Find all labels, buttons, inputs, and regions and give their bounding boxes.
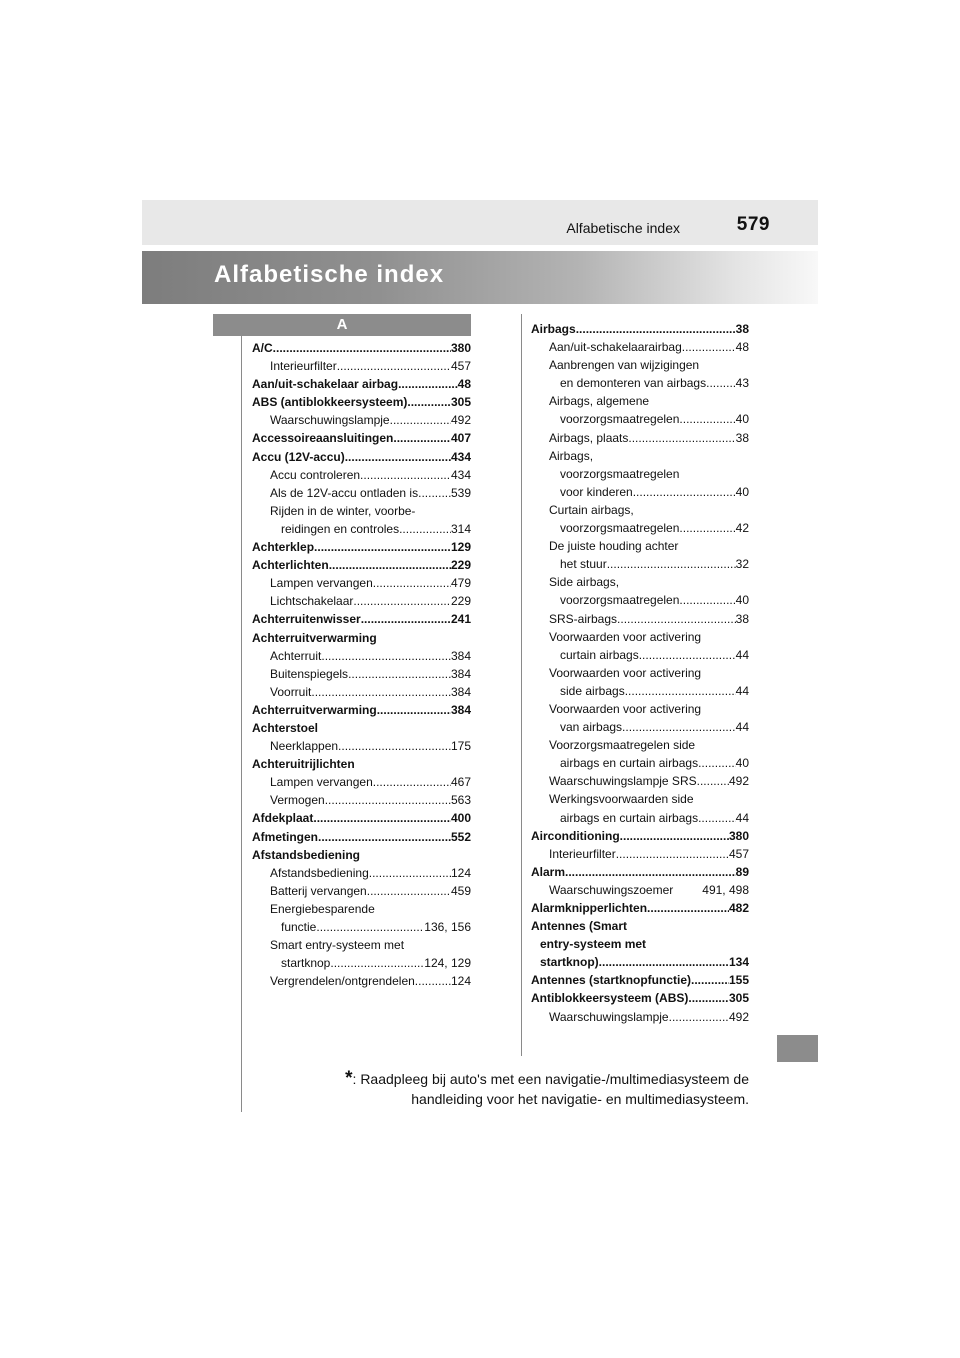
index-page-ref: 539 [450, 485, 471, 500]
index-page-ref: 40 [735, 756, 749, 771]
index-entry-text: Als de 12V-accu ontladen is [270, 485, 419, 500]
footnote-text-1: : Raadpleeg bij auto's met een navigatie-/multimediasysteem de [352, 1071, 749, 1087]
dot-leader [325, 791, 451, 809]
index-entry [531, 555, 749, 573]
index-entry-text: Achteruitrijlichten [252, 757, 355, 772]
dot-leader [348, 665, 451, 683]
page-title: Alfabetische index [214, 261, 445, 288]
dot-leader [314, 538, 451, 556]
index-entry-text: Accessoireaansluitingen [252, 431, 394, 446]
index-entry-text: Curtain airbags, [549, 502, 634, 517]
dot-leader [373, 574, 451, 592]
index-page-ref: 124 [450, 974, 471, 989]
title-band [142, 251, 818, 304]
dot-leader [697, 772, 729, 790]
index-entry [531, 899, 749, 917]
index-entry [531, 320, 749, 338]
index-page-ref: 124, 129 [424, 956, 471, 971]
index-entry [252, 918, 471, 936]
footnote [307, 1069, 749, 1109]
dot-leader [345, 448, 451, 466]
index-page-ref: 44 [735, 720, 749, 735]
dot-leader [669, 1008, 729, 1026]
index-entry [252, 448, 471, 466]
index-entry-text: Lampen vervangen [270, 576, 373, 591]
index-entry [252, 719, 471, 737]
index-entry-text: Lampen vervangen [270, 775, 373, 790]
dot-leader [679, 591, 735, 609]
index-page-ref: 32 [735, 557, 749, 572]
index-entry-text: Neerklappen [270, 739, 339, 754]
dot-leader [706, 374, 736, 392]
index-entry [531, 356, 749, 374]
index-entry-text: Achterruitenwisser [252, 612, 361, 627]
index-entry [531, 971, 749, 989]
index-page-ref: 43 [735, 376, 749, 391]
index-entry [531, 483, 749, 501]
dot-leader [321, 647, 451, 665]
dot-leader [565, 863, 736, 881]
dot-leader [338, 737, 451, 755]
index-entry-text: Afstandsbediening [270, 865, 369, 880]
dot-leader [353, 592, 451, 610]
index-entry-text: Voorwaarden voor activering [549, 665, 702, 680]
index-entry [531, 501, 749, 519]
index-entry-text: voorzorgsmaatregelen [560, 521, 680, 536]
index-entry [252, 737, 471, 755]
dot-leader [369, 864, 451, 882]
dot-leader [330, 954, 424, 972]
index-page-ref: 482 [728, 901, 749, 915]
footnote-marker: * [345, 1068, 353, 1089]
dot-leader [698, 754, 736, 772]
index-page-ref: 175 [450, 739, 471, 754]
dot-leader [647, 899, 729, 917]
index-page-ref: 40 [735, 412, 749, 427]
index-entry [252, 466, 471, 484]
index-entry [252, 574, 471, 592]
index-entry [252, 900, 471, 918]
section-name: Alfabetische index [566, 220, 680, 236]
page-header [142, 200, 818, 245]
index-entry [531, 664, 749, 682]
index-page-ref: 384 [450, 684, 471, 699]
index-page-ref: 491, 498 [702, 882, 749, 897]
index-entry [252, 411, 471, 429]
index-entry [252, 773, 471, 791]
index-entry-text: Batterij vervangen [270, 883, 367, 898]
dot-leader [415, 972, 451, 990]
index-entry [531, 736, 749, 754]
index-entry-text: Afmetingen [252, 829, 318, 844]
index-entry [531, 338, 749, 356]
index-page-ref: 467 [450, 775, 471, 790]
index-entry [531, 537, 749, 555]
index-entry-text: Achterlichten [252, 558, 329, 573]
column-divider-line [521, 314, 522, 1056]
dot-leader [367, 882, 451, 900]
index-entry-text: Achterruitverwarming [252, 630, 377, 645]
index-entry [252, 972, 471, 990]
index-page-ref: 400 [450, 811, 471, 826]
index-page-ref: 459 [450, 883, 471, 898]
index-entry [531, 863, 749, 881]
index-entry [252, 592, 471, 610]
dot-leader [393, 429, 451, 447]
index-entry-text: Accu (12V-accu) [252, 449, 345, 464]
thumb-index-tab [777, 1035, 818, 1062]
index-entry [252, 809, 471, 827]
index-entry-text: Achterruit [270, 648, 322, 663]
index-entry [252, 556, 471, 574]
index-entry-text: Aan/uit-schakelaar airbag [252, 377, 399, 392]
index-entry [252, 429, 471, 447]
dot-leader [607, 555, 736, 573]
index-entry [252, 339, 471, 357]
index-page-ref: 229 [450, 558, 471, 573]
dot-leader [625, 682, 736, 700]
index-entry [531, 465, 749, 483]
index-entry-text: Antennes (startknopfunctie) [531, 973, 692, 988]
index-entry [531, 917, 749, 935]
index-entry-text: Lichtschakelaar [270, 594, 354, 609]
index-page-ref: 129 [450, 540, 471, 555]
index-entry [252, 647, 471, 665]
dot-leader [313, 809, 451, 827]
index-entry-text: Airbags, [549, 448, 594, 463]
index-page-ref: 124 [450, 865, 471, 880]
index-entry-text: voorzorgsmaatregelen [560, 412, 680, 427]
index-entry-text: Voorzorgsmaatregelen side [549, 738, 696, 753]
index-entry-text: van airbags [560, 720, 623, 735]
dot-leader [390, 411, 451, 429]
index-page-ref: 479 [450, 576, 471, 591]
index-entry-text: Side airbags, [549, 575, 620, 590]
index-entry [531, 374, 749, 392]
index-page-ref: 380 [728, 828, 749, 843]
dot-leader [688, 989, 729, 1007]
dot-leader [691, 971, 729, 989]
index-page-ref: 384 [450, 648, 471, 663]
index-entry [531, 718, 749, 736]
index-entry-text: Voorwaarden voor activering [549, 701, 702, 716]
index-entry-text: startknop [281, 956, 331, 971]
index-page-ref: 44 [735, 810, 749, 825]
index-entry [531, 845, 749, 863]
index-page-ref: 40 [735, 484, 749, 499]
dot-leader [361, 610, 451, 628]
dot-leader [318, 828, 451, 846]
index-page-ref: 40 [735, 593, 749, 608]
index-entry [531, 392, 749, 410]
index-page-ref: 314 [450, 521, 471, 536]
index-page-ref: 552 [450, 829, 471, 844]
index-entry-text: Antennes (Smart [531, 919, 628, 934]
index-entry [252, 357, 471, 375]
dot-leader [616, 845, 729, 863]
index-entry [252, 755, 471, 773]
index-entry [252, 502, 471, 520]
index-entry-text: Voorwaarden voor activering [549, 629, 702, 644]
index-entry-text: Interieurfilter [270, 359, 337, 374]
dot-leader [633, 483, 736, 501]
index-entry-text: Antiblokkeersysteem (ABS) [531, 991, 689, 1006]
index-entry-text: De juiste houding achter [549, 539, 679, 554]
index-entry-text: SRS-airbags [549, 611, 618, 626]
index-entry [531, 790, 749, 808]
index-column-right [531, 320, 749, 1026]
index-entry-text: Rijden in de winter, voorbe- [270, 503, 416, 518]
index-entry-text: startknop) [540, 955, 599, 970]
index-entry-text: Alarm [531, 864, 566, 879]
dot-leader [311, 683, 451, 701]
index-entry-text: Waarschuwingslampje SRS [549, 774, 697, 789]
page-number: 579 [736, 214, 770, 235]
index-entry-text: voorzorgsmaatregelen [560, 593, 680, 608]
index-entry [531, 447, 749, 465]
index-entry-text: Energiebesparende [270, 901, 375, 916]
dot-leader [360, 466, 451, 484]
index-page-ref: 38 [735, 430, 749, 445]
index-page-ref: 229 [450, 594, 471, 609]
dot-leader [418, 484, 451, 502]
index-entry [531, 953, 749, 971]
dot-leader [617, 610, 736, 628]
index-entry [252, 683, 471, 701]
index-entry [252, 828, 471, 846]
index-entry [252, 484, 471, 502]
index-entry-text: Accu controleren [270, 467, 361, 482]
dot-leader [679, 519, 735, 537]
index-page-ref: 492 [728, 774, 749, 789]
dot-leader [620, 827, 729, 845]
index-page-ref: 44 [735, 647, 749, 662]
index-entry-text: Aanbrengen van wijzigingen [549, 358, 700, 373]
index-entry-text: Buitenspiegels [270, 666, 349, 681]
index-entry-text: voor kinderen [560, 484, 633, 499]
index-entry-text: Afstandsbediening [252, 847, 361, 862]
index-entry-text: voorzorgsmaatregelen [560, 466, 680, 481]
index-entry-text: Airbags [531, 322, 576, 336]
index-entry [531, 754, 749, 772]
index-entry-text: Achterruitverwarming [252, 702, 377, 717]
dot-leader [698, 809, 736, 827]
index-entry-text: het stuur [560, 557, 607, 572]
index-entry-text: airbags en curtain airbags [560, 810, 699, 825]
dot-leader [399, 520, 451, 538]
index-entry [252, 882, 471, 900]
index-entry [252, 954, 471, 972]
dot-leader [329, 556, 451, 574]
index-page-ref: 38 [735, 322, 749, 336]
dot-leader [639, 646, 736, 664]
index-entry [531, 591, 749, 609]
index-entry-text: Achterstoel [252, 720, 319, 735]
index-entry [531, 410, 749, 428]
index-entry [252, 791, 471, 809]
letter-heading: A [213, 314, 471, 336]
index-page-ref: 305 [728, 991, 749, 1006]
index-column-left [252, 339, 471, 990]
index-page-ref: 155 [728, 973, 749, 988]
index-entry [531, 827, 749, 845]
index-entry [531, 646, 749, 664]
footnote-line-2: handleiding voor het navigatie- en multimediasysteem. [411, 1091, 749, 1107]
index-entry [531, 881, 749, 899]
dot-leader [628, 429, 735, 447]
left-margin-line [241, 336, 242, 1112]
index-entry-text: functie [281, 920, 317, 934]
index-entry-text: Smart entry-systeem met [270, 938, 405, 953]
index-entry [531, 809, 749, 827]
dot-leader [377, 701, 451, 719]
dot-leader [682, 338, 736, 356]
index-entry [252, 936, 471, 954]
index-page-ref: 136, 156 [424, 920, 471, 934]
index-entry [252, 610, 471, 628]
index-entry-text: Waarschuwingszoemer [549, 882, 674, 897]
dot-leader [337, 357, 451, 375]
index-page-ref: 44 [735, 683, 749, 698]
index-entry-text: Alarmknipperlichten [531, 901, 648, 915]
index-entry [531, 573, 749, 591]
dot-leader [316, 918, 424, 936]
index-entry-text: Airbags, algemene [549, 394, 650, 409]
index-page-ref: 384 [450, 666, 471, 681]
index-page-ref: 492 [728, 1009, 749, 1024]
index-page-ref: 407 [450, 431, 471, 446]
index-page-ref: 380 [450, 341, 471, 355]
index-entry-text: ABS (antiblokkeersysteem) [252, 395, 408, 410]
index-entry-text: en demonteren van airbags [560, 376, 707, 391]
dot-leader [576, 320, 736, 338]
index-entry [531, 682, 749, 700]
index-page-ref: 434 [450, 467, 471, 482]
index-page-ref: 492 [450, 413, 471, 428]
index-entry [252, 846, 471, 864]
index-entry [531, 610, 749, 628]
index-page-ref: 48 [457, 377, 471, 392]
index-page-ref: 457 [728, 846, 749, 861]
index-page-ref: 48 [735, 340, 749, 355]
index-entry-text: Airconditioning [531, 828, 620, 843]
index-entry-text: Vermogen [270, 793, 325, 808]
index-entry [531, 1008, 749, 1026]
index-entry [531, 628, 749, 646]
footnote-line-1 [307, 1069, 749, 1089]
index-entry-text: Waarschuwingslampje [270, 413, 390, 428]
index-entry [252, 665, 471, 683]
index-entry-text: airbags en curtain airbags [560, 756, 699, 771]
index-entry [252, 629, 471, 647]
index-entry-text: Waarschuwingslampje [549, 1009, 669, 1024]
index-page-ref: 434 [450, 449, 471, 464]
index-entry-text: Voorruit [270, 684, 312, 699]
index-entry-text: Interieurfilter [549, 846, 616, 861]
index-page-ref: 38 [735, 611, 749, 626]
dot-leader [622, 718, 736, 736]
index-entry-text: A/C [252, 341, 273, 355]
index-entry-text: Aan/uit-schakelaarairbag [549, 340, 682, 355]
index-page-ref: 384 [450, 702, 471, 717]
index-page-ref: 305 [450, 395, 471, 410]
index-entry-text: Airbags, plaats [549, 430, 629, 445]
index-entry [252, 520, 471, 538]
index-entry [531, 519, 749, 537]
index-entry [531, 935, 749, 953]
index-page-ref: 241 [450, 612, 471, 627]
index-entry [252, 375, 471, 393]
index-entry [531, 700, 749, 718]
dot-leader [398, 375, 458, 393]
index-entry-text: Afdekplaat [252, 811, 314, 826]
dot-leader [679, 410, 735, 428]
dot-leader [407, 393, 451, 411]
index-entry [531, 989, 749, 1007]
index-page-ref: 457 [450, 359, 471, 374]
index-page-ref: 42 [735, 521, 749, 536]
index-entry-text: curtain airbags [560, 647, 639, 662]
dot-leader [273, 339, 451, 357]
index-entry-text: side airbags [560, 683, 625, 698]
index-entry [531, 772, 749, 790]
index-page-ref: 89 [735, 864, 749, 879]
index-entry-text: Vergrendelen/ontgrendelen [270, 974, 415, 989]
index-entry-text: entry-systeem met [540, 937, 647, 952]
index-entry-text: reidingen en controles [281, 521, 400, 536]
index-entry-text: Achterklep [252, 540, 315, 555]
index-page-ref: 563 [450, 793, 471, 808]
index-entry [252, 393, 471, 411]
index-page-ref: 134 [728, 955, 749, 970]
index-entry [252, 864, 471, 882]
index-entry-text: Werkingsvoorwaarden side [549, 792, 694, 807]
index-entry [252, 538, 471, 556]
index-entry [531, 429, 749, 447]
index-entry [252, 701, 471, 719]
dot-leader [373, 773, 451, 791]
dot-leader [599, 953, 729, 971]
